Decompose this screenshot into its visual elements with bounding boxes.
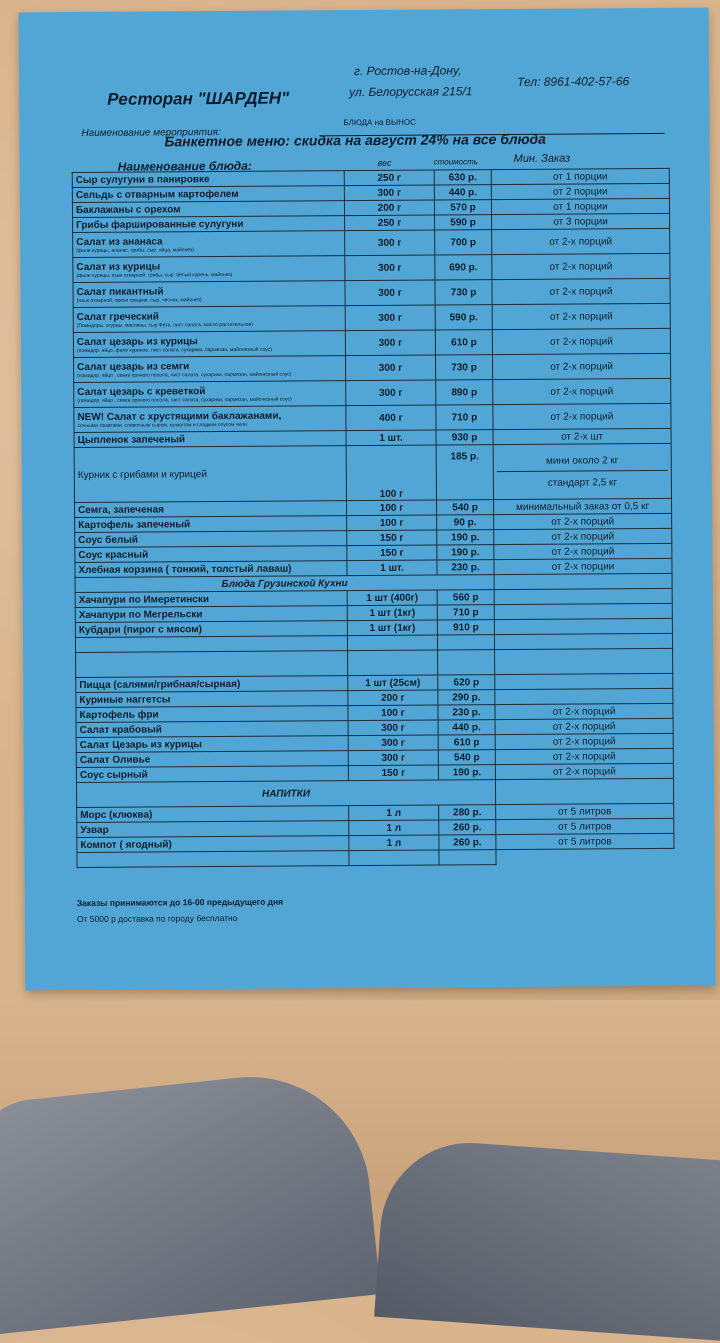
drink-min-order: от 5 литров xyxy=(496,818,674,834)
dish-price: 190 р. xyxy=(437,545,494,560)
dish-cell xyxy=(74,406,346,433)
dish-cell xyxy=(73,281,345,308)
dish-price: 730 р xyxy=(435,280,492,305)
takeaway-label: БЛЮДА на ВЫНОС xyxy=(343,117,416,128)
table-row-kurnik xyxy=(74,443,671,502)
dish-min-order xyxy=(494,588,672,604)
dish-cell xyxy=(73,231,345,258)
empty-cell xyxy=(495,778,673,804)
dish-name: Салат крабовый xyxy=(76,721,348,738)
dish-min-order: от 2 порции xyxy=(491,183,669,199)
column-header-name: Наименование блюда: xyxy=(117,158,252,174)
dish-min-order: от 2-х порций xyxy=(492,228,670,254)
dish-price: 590 р. xyxy=(435,305,492,330)
dish-min-order: от 2-х порций xyxy=(494,528,672,544)
drink-price: 280 р. xyxy=(439,805,496,820)
dish-price: 710 р xyxy=(436,405,493,430)
dish-weight: 250 г xyxy=(345,215,435,231)
column-header-price: стоимость xyxy=(433,157,478,167)
address-city: г. Ростов-на-Дону, xyxy=(353,63,462,79)
dish-weight: 1 шт (1кг) xyxy=(347,605,437,621)
dish-name: Куриные наггетсы xyxy=(76,691,348,708)
dish-weight: 300 г xyxy=(345,355,435,381)
dish-min-order: от 2-х порций xyxy=(492,328,670,354)
dish-min-order xyxy=(494,618,672,634)
dish-price: 730 р xyxy=(435,355,492,380)
dish-min-order xyxy=(494,603,672,619)
dish-price: 620 р xyxy=(438,675,495,690)
jeans-left-leg xyxy=(0,1065,381,1335)
dish-weight: 150 г xyxy=(348,765,438,781)
min-order-standard: стандарт 2,5 кг xyxy=(547,476,618,489)
drink-price: 260 р. xyxy=(439,820,496,835)
dish-price: 700 р xyxy=(435,230,492,255)
dish-cell xyxy=(74,381,346,408)
dish-name: Салат цезарь из семги xyxy=(77,360,190,373)
drink-volume: 1 л xyxy=(349,805,439,821)
dish-weight: 1 шт (400г) xyxy=(347,590,437,606)
restaurant-name: Ресторан "ШАРДЕН" xyxy=(107,88,290,109)
dish-name: Хачапури по Мегрельски xyxy=(75,606,347,623)
dish-weight: 300 г xyxy=(348,750,438,766)
dish-name: Курник с грибами и курицей xyxy=(74,446,346,503)
dish-ingredients: (помидор, яйцо, филе куриное, лист салата, сухарики, пармезан, майонезный соус) xyxy=(76,346,272,354)
dish-min-order: от 2-х порций xyxy=(495,718,673,734)
dish-name: Сыр сулугуни в панировке xyxy=(72,171,344,188)
dish-price: 290 р. xyxy=(438,690,495,705)
dish-weight: 300 г xyxy=(346,380,436,406)
dish-min-order: от 2-х порций xyxy=(495,748,673,764)
dish-weight: 300 г xyxy=(345,330,435,356)
dish-weight: 300 г xyxy=(344,185,434,201)
dish-price: 690 р. xyxy=(435,255,492,280)
drink-name: Компот ( ягодный) xyxy=(77,836,349,853)
dish-price: 890 р xyxy=(436,380,493,405)
dish-price: 930 р xyxy=(436,430,493,445)
dish-min-order xyxy=(495,688,673,704)
dish-ingredients: (помидор, яйцо , семга пряного посола, лист салата, сухарики, пармезан, майонезный соус) xyxy=(77,371,292,379)
drink-volume: 1 л xyxy=(349,820,439,836)
dish-weight: 100 г xyxy=(347,500,437,516)
dish-min-order-cell xyxy=(493,443,671,499)
dish-ingredients: (Помидоры, огурцы, маслины, сыр Фета, лист салата, масло растительное) xyxy=(76,321,253,329)
dish-min-order: от 3 порции xyxy=(492,213,670,229)
address-street: ул. Белорусская 215/1 xyxy=(349,84,473,100)
dish-price: 230 р. xyxy=(437,560,494,575)
dish-price: 560 р xyxy=(437,590,494,605)
dish-name: Соус сырный xyxy=(76,766,348,783)
dish-cell xyxy=(73,256,345,283)
dish-price: 190 р. xyxy=(438,765,495,780)
dish-name: Хлебная корзина ( тонкий, толстый лаваш) xyxy=(75,561,347,578)
dish-ingredients: (филе курицы, ананас, грибы, сыр, яйца, майонез) xyxy=(76,246,194,254)
dish-name: Баклажаны с орехом xyxy=(72,201,344,218)
dish-weight: 100 г xyxy=(346,445,436,501)
drink-min-order: от 5 литров xyxy=(496,833,674,849)
dish-weight: 200 г xyxy=(344,200,434,216)
drink-min-order: от 5 литров xyxy=(496,803,674,819)
dish-ingredients: (помидор, яйцо , семга пряного посола, лист салата, сухарики, пармезан, майонезный соус) xyxy=(77,396,292,404)
dish-min-order: от 2-х порций xyxy=(492,253,670,279)
delivery-note: От 5000 р доставка по городу бесплатно xyxy=(76,912,238,925)
dish-ingredients: сочными томатами, сливочным сыром, кунжутом и сладким соусом чили xyxy=(77,421,247,429)
dish-name: Салат цезарь из курицы xyxy=(76,335,198,348)
dish-min-order: от 2-х порций xyxy=(494,543,672,559)
dish-weight: 1 шт (25см) xyxy=(348,675,438,691)
dish-min-order: от 1 порции xyxy=(491,198,669,214)
dish-weight: 200 г xyxy=(348,690,438,706)
dish-ingredients: (филе курицы, язык отварной, грибы, сыр, белый корень, майонез) xyxy=(76,271,233,279)
dish-name: Кубдари (пирог с мясом) xyxy=(75,621,347,638)
dish-price: 590 р xyxy=(435,215,492,230)
event-label: Наименование мероприятия: xyxy=(81,127,221,139)
dish-name: Пицца (салями/грибная/сырная) xyxy=(76,676,348,693)
dish-price: 540 р xyxy=(437,500,494,515)
dish-weight: 300 г xyxy=(345,230,435,256)
dish-min-order: от 2-х шт xyxy=(493,428,671,444)
dish-price: 90 р. xyxy=(437,515,494,530)
dish-name: Семга, запеченая xyxy=(75,501,347,518)
dish-min-order: от 2-х порций xyxy=(495,703,673,719)
dish-price: 440 р. xyxy=(434,185,491,200)
dish-min-order xyxy=(495,673,673,689)
dish-name: Салат пикантный xyxy=(76,285,164,298)
dish-weight: 1 шт. xyxy=(346,430,436,446)
jeans-right-leg xyxy=(374,1137,720,1343)
dish-price: 440 р. xyxy=(438,720,495,735)
dish-weight: 1 шт (1кг) xyxy=(347,620,437,636)
dish-price: 710 р xyxy=(437,605,494,620)
phone-number: Тел: 8961-402-57-66 xyxy=(517,74,630,89)
dish-cell xyxy=(73,306,345,333)
dish-price: 190 р. xyxy=(437,530,494,545)
menu-table xyxy=(72,168,675,868)
dish-name: Соус красный xyxy=(75,546,347,563)
dish-price: 610 р xyxy=(438,735,495,750)
dish-weight: 150 г xyxy=(347,545,437,561)
dish-price: 185 р. xyxy=(436,445,493,500)
dish-price: 630 р. xyxy=(434,170,491,185)
drink-name: Узвар xyxy=(77,821,349,838)
dish-name: Салат из ананаса xyxy=(76,235,163,248)
dish-price: 610 р xyxy=(435,330,492,355)
dish-name: Грибы фаршированные сулугуни xyxy=(73,216,345,233)
dish-min-order: от 2-х порций xyxy=(495,763,673,779)
dish-weight: 250 г xyxy=(344,170,434,186)
dish-name: Хачапури по Имеретински xyxy=(75,591,347,608)
dish-name: Салат Цезарь из курицы xyxy=(76,736,348,753)
dish-weight: 300 г xyxy=(345,305,435,331)
dish-min-order: от 2-х порций xyxy=(492,278,670,304)
dish-name: NEW! Салат с хрустящими баклажанами, xyxy=(77,410,282,423)
column-header-min-order: Мин. Заказ xyxy=(513,152,571,165)
empty-cell xyxy=(494,573,672,589)
dish-price: 910 р xyxy=(437,620,494,635)
dish-weight: 300 г xyxy=(345,255,435,281)
empty-row xyxy=(77,848,674,867)
dish-price: 540 р xyxy=(438,750,495,765)
georgian-section-title: Блюда Грузинской Кухни xyxy=(75,575,494,593)
drink-price: 260 р. xyxy=(439,835,496,850)
dish-weight: 100 г xyxy=(348,705,438,721)
dish-name: Картофель фри xyxy=(76,706,348,723)
dish-min-order: от 2-х порций xyxy=(493,378,671,404)
dish-name: Соус белый xyxy=(75,531,347,548)
menu-sheet xyxy=(19,8,716,991)
dish-name: Салат цезарь с креветкой xyxy=(77,385,206,398)
dish-min-order: от 1 порции xyxy=(491,168,669,184)
dish-cell xyxy=(73,331,345,358)
dish-min-order: от 2-х порций xyxy=(492,353,670,379)
dish-weight: 100 г xyxy=(347,515,437,531)
dish-weight: 150 г xyxy=(347,530,437,546)
dish-min-order: от 2-х порций xyxy=(494,513,672,529)
dish-weight: 1 шт. xyxy=(347,560,437,576)
drink-name: Морс (клюква) xyxy=(77,806,349,823)
dish-weight: 300 г xyxy=(348,720,438,736)
dish-name: Салат греческий xyxy=(76,310,159,323)
dish-name: Цыпленок запеченый xyxy=(74,431,346,448)
dish-cell xyxy=(74,356,346,383)
dish-weight: 300 г xyxy=(348,735,438,751)
dish-min-order: от 2-х порции xyxy=(494,558,672,574)
dish-ingredients: (язык отварной, орехи грецкие, сыр, чеснок, майонез) xyxy=(76,296,202,304)
dish-min-order: от 2-х порций xyxy=(493,403,671,429)
dish-name: Салат из курицы xyxy=(76,260,161,273)
dish-name: Салат Оливье xyxy=(76,751,348,768)
column-header-weight: вес xyxy=(377,157,392,168)
dish-min-order: минимальный заказ от 0,5 кг xyxy=(494,498,672,514)
dish-name: Картофель запеченый xyxy=(75,516,347,533)
dish-min-order: от 2-х порций xyxy=(492,303,670,329)
order-deadline-note: Заказы принимаются до 16-00 предыдущего дня xyxy=(76,896,284,909)
dish-name: Сельдь с отварным картофелем xyxy=(72,186,344,203)
dish-price: 570 р xyxy=(434,200,491,215)
drinks-section-title: НАПИТКИ xyxy=(76,780,495,808)
drink-volume: 1 л xyxy=(349,835,439,851)
min-order-mini: мини около 2 кг xyxy=(497,454,668,471)
dish-min-order: от 2-х порций xyxy=(495,733,673,749)
banquet-discount: Банкетное меню: скидка на август 24% на все блюда xyxy=(164,130,546,150)
dish-weight: 400 г xyxy=(346,405,436,431)
dish-weight: 300 г xyxy=(345,280,435,306)
dish-price: 230 р. xyxy=(438,705,495,720)
